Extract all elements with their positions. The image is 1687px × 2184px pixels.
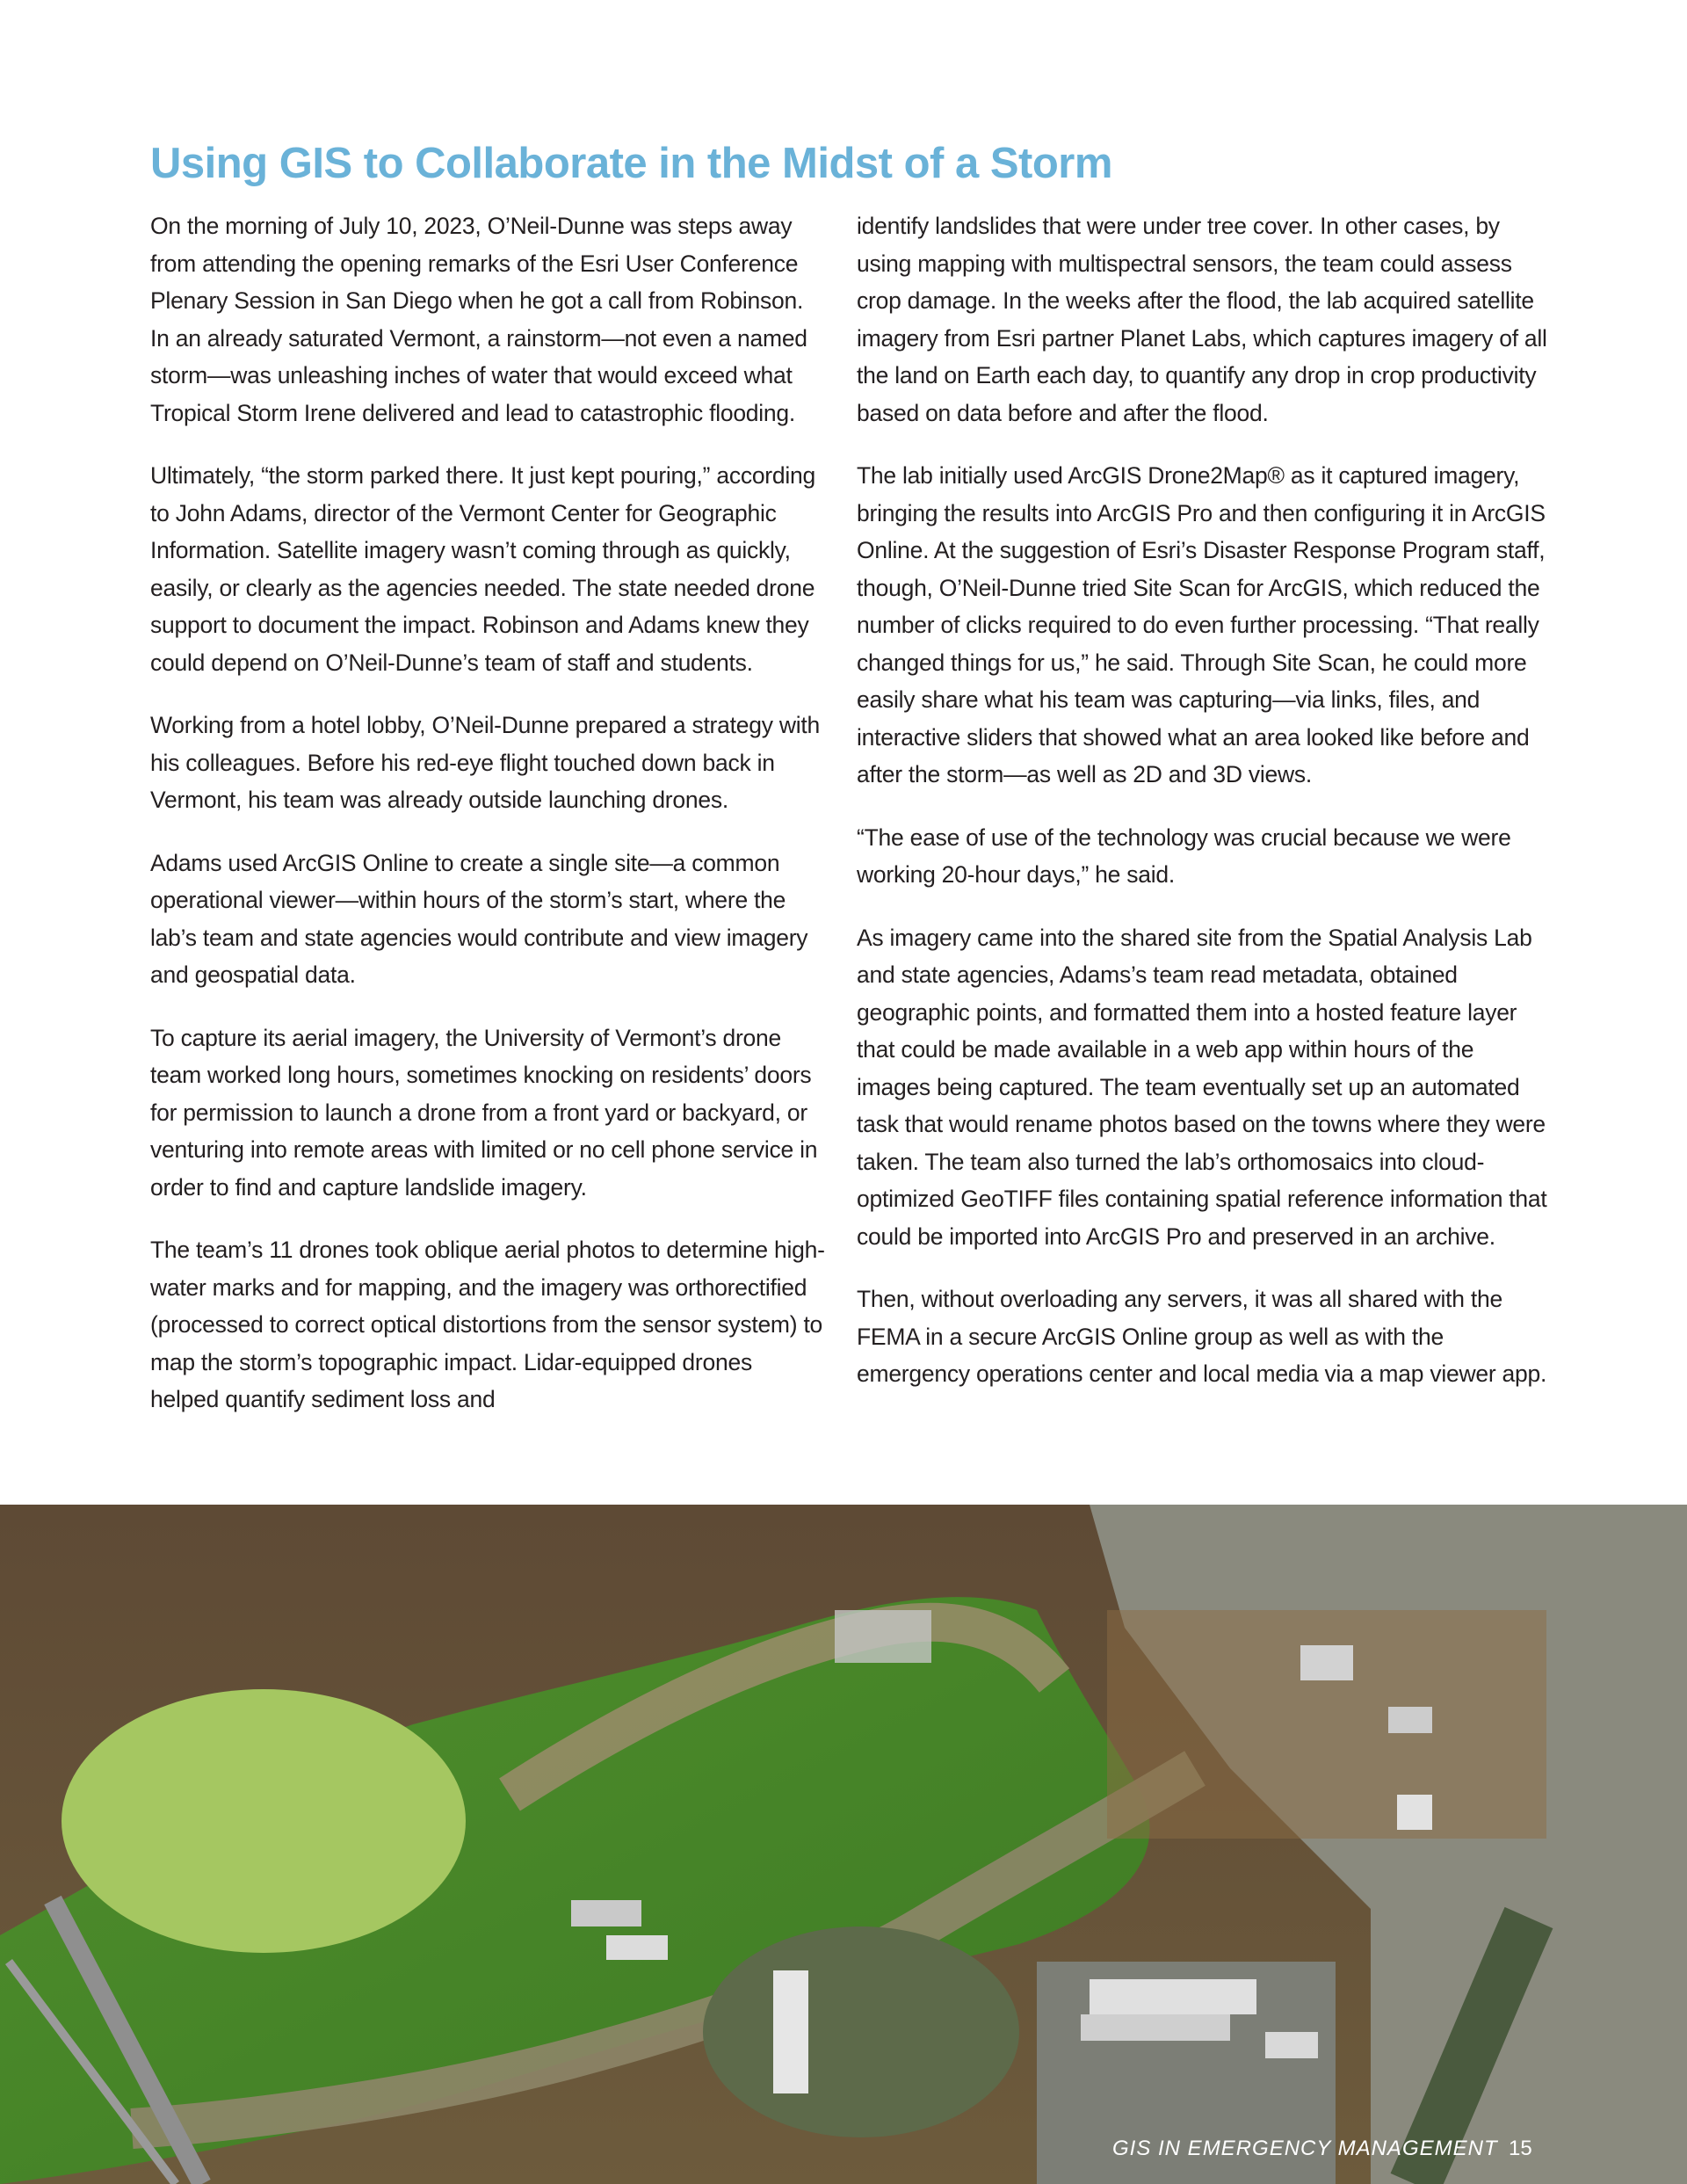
footer-label: GIS IN EMERGENCY MANAGEMENT <box>1112 2137 1498 2160</box>
paragraph: identify landslides that were under tree cover. In other cases, by using mapping with multispectral sensors, the team could assess crop damage. In the weeks after the flood, the lab acquired satellite imagery from Esri partner Planet Labs, which captures imagery of all the land on Earth each day, to quantify any drop in crop productivity based on data before and after the flood. <box>857 213 1547 426</box>
paragraph: The lab initially used ArcGIS Drone2Map® as it captured imagery, bringing the results into ArcGIS Pro and then configuring it in ArcGIS Online. At the suggestion of Esri’s Disaster Response Program staff, though, O’Neil-Dunne tried Site Scan for ArcGIS, which reduced the number of clicks required to do even further processing. “That really changed things for us,” he said. Through Site Scan, he could more easily share what his team was capturing—via links, files, and interactive sliders that showed what an area looked like before and after the storm—as well as 2D and 3D views. <box>857 462 1546 787</box>
paragraph: Ultimately, “the storm parked there. It just kept pouring,” according to John Adams, director of the Vermont Center for Geographic Information. Satellite imagery wasn’t coming through as quickly, easily, or clearly as the agencies needed. The state needed drone support to document the impact. Robinson and Adams knew they could depend on O’Neil-Dunne’s team of staff and students. <box>150 462 815 676</box>
paragraph: The team’s 11 drones took oblique aerial photos to determine high-water marks and for mapping, and the imagery was orthorectified (processed to correct optical distortions from the sensor system) to map the storm’s topographic impact. Lidar-equipped drones helped quantify sediment loss and <box>150 1237 825 1412</box>
paragraph: As imagery came into the shared site from the Spatial Analysis Lab and state agencies, Adams’s team read metadata, obtained geographic points, and formatted them into a hosted feature layer that could be made available in a web app within hours of the images being captured. The team eventually set up an automated task that would rename photos based on the towns where they were taken. The team also turned the lab’s orthomosaics into cloud-optimized GeoTIFF files containing spatial reference information that could be imported into ArcGIS Pro and preserved in an archive. <box>857 924 1547 1250</box>
paragraph: Then, without overloading any servers, it was all shared with the FEMA in a secure ArcGIS Online group as well as with the emergency operations center and local media via a map viewer app. <box>857 1286 1547 1387</box>
page-title: Using GIS to Collaborate in the Midst of a Storm <box>150 140 1112 187</box>
page-number: 15 <box>1509 2137 1532 2160</box>
paragraph: Adams used ArcGIS Online to create a single site—a common operational viewer—within hours of the storm’s start, where the lab’s team and state agencies would contribute and view imagery and geospatial data. <box>150 849 808 988</box>
paragraph: Working from a hotel lobby, O’Neil-Dunne prepared a strategy with his colleagues. Before his red-eye flight touched down back in Vermont, his team was already outside launching drones. <box>150 712 820 813</box>
paragraph: To capture its aerial imagery, the University of Vermont’s drone team worked long hours, sometimes knocking on residents’ doors for permission to launch a drone from a front yard or backyard, or venturing into remote areas with limited or no cell phone service in order to find and capture landslide imagery. <box>150 1024 818 1201</box>
aerial-flood-imagery <box>0 1505 1687 2184</box>
article-column-left <box>150 207 827 1444</box>
article-column-right <box>857 207 1551 1419</box>
paragraph: On the morning of July 10, 2023, O’Neil-Dunne was steps away from attending the opening remarks of the Esri User Conference Plenary Session in San Diego when he got a call from Robinson. In an already saturated Vermont, a rainstorm—not even a named storm—was unleashing inches of water that would exceed what Tropical Storm Irene delivered and lead to catastrophic flooding. <box>150 213 807 426</box>
paragraph: “The ease of use of the technology was crucial because we were working 20-hour days,” he said. <box>857 824 1511 888</box>
